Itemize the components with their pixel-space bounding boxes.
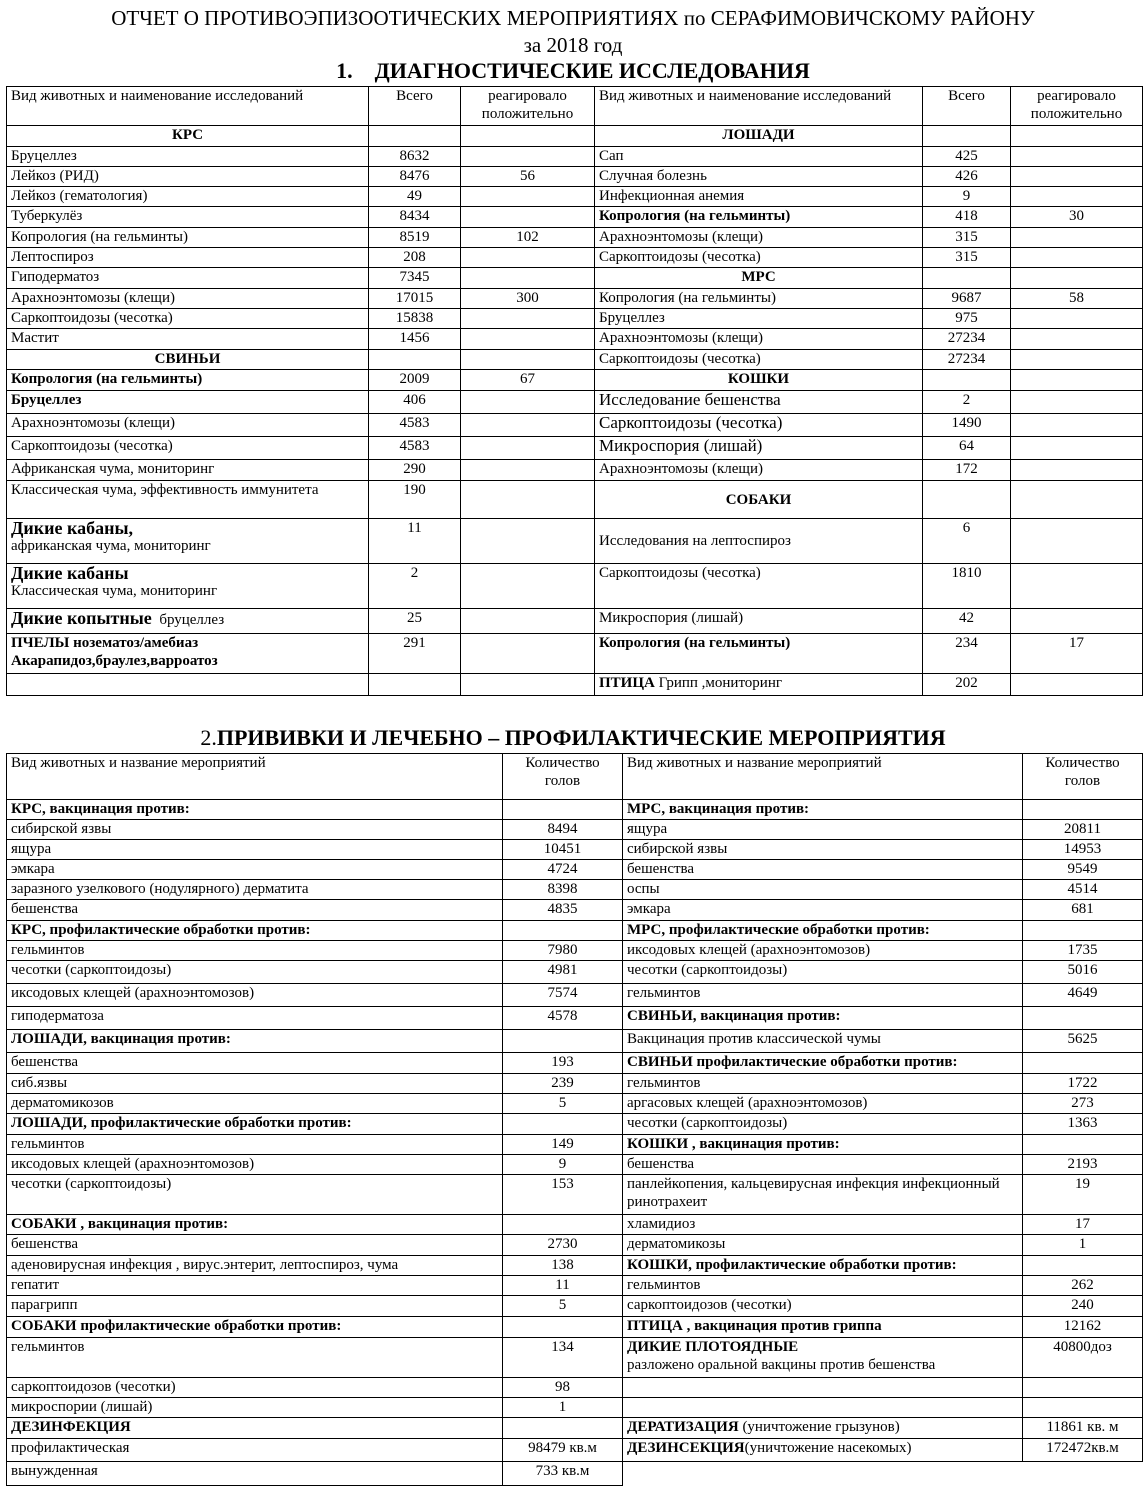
vaccination-row [7,1030,1143,1053]
group-header-dogs: СОБАКИ [595,481,923,519]
vac-left-value: 149 [503,1135,623,1155]
vac-right-value: 5016 [1023,961,1143,984]
report-title: ОТЧЕТ О ПРОТИВОЭПИЗООТИЧЕСКИХ МЕРОПРИЯТИЯХ по СЕРАФИМОВИЧСКОМУ РАЙОНУ [111,6,1035,30]
wild-boar-classic-row [7,564,369,609]
vac-left-name: гельминтов [7,1338,503,1378]
diag-right-total: 315 [923,248,1011,268]
vaccination-row [7,984,1143,1007]
diag-left-positive: 67 [461,370,595,391]
vac-right-value [1023,800,1143,820]
diag-right-total: 9687 [923,289,1011,309]
vac-right-name: ящура [623,820,1023,840]
header-left-positive: реагировало положительно [461,87,595,126]
vaccination-row [7,1135,1143,1155]
diag-right-name: Копрология (на гельминты) [595,207,923,228]
header-left-name: Вид животных и наименование исследований [7,87,369,126]
vac-left-value: 4578 [503,1007,623,1030]
vaccination-row [7,1155,1143,1175]
diag-right-name: Арахноэнтомозы (клещи) [595,460,923,481]
diag-left-name: Арахноэнтомозы (клещи) [7,414,369,437]
vac-right-name: иксодовых клещей (арахноэнтомозов) [623,941,1023,961]
diag-right-total: 42 [923,609,1011,634]
bees-title: ПЧЕЛЫ нозематоз/амебиаз [11,635,199,651]
vaccination-row [7,1215,1143,1235]
vac-left-value [503,921,623,941]
vac-left-value: 9 [503,1155,623,1175]
vac-group-header: СВИНЬИ, вакцинация против: [623,1007,1023,1030]
vaccination-row [7,1276,1143,1296]
vac-left-value: 239 [503,1074,623,1094]
vac-left-name: иксодовых клещей (арахноэнтомозов) [7,1155,503,1175]
diag-left-total: 8476 [369,167,461,187]
vac-right-value: 273 [1023,1094,1143,1114]
vac-right-value: 9549 [1023,860,1143,880]
wild-boar-subtitle: африканская чума, мониторинг [11,538,211,554]
vac-left-value [503,1215,623,1235]
vaccination-row [7,1296,1143,1317]
vaccination-row [7,1317,1143,1338]
vac-left-value: 733 кв.м [503,1462,623,1486]
vac-right-value: 1363 [1023,1114,1143,1135]
vac-left-value: 1 [503,1398,623,1418]
vac-right-name: чесотки (саркоптоидозы) [623,1114,1023,1135]
section-2-name: ПРИВИВКИ И ЛЕЧЕБНО – ПРОФИЛАКТИЧЕСКИЕ МЕРОПРИЯТИЯ [216,725,946,750]
diag-left-positive [461,147,595,167]
vac-right-value: 1735 [1023,941,1143,961]
report-year: за 2018 год [523,33,623,57]
diag-right-positive [1011,564,1143,609]
diag-left-total: 290 [369,460,461,481]
diag-left-name: Копрология (на гельминты) [7,228,369,248]
deratization-subtitle: (уничтожение грызунов) [738,1419,900,1435]
vaccination-row [7,1114,1143,1135]
vac-right-name: эмкара [623,900,1023,921]
vac-right-value [1023,921,1143,941]
diag-right-name: Исследования на лептоспироз [595,519,923,564]
vac-group-header: СОБАКИ профилактические обработки против: [7,1317,503,1338]
vaccination-row [7,800,1143,820]
vac-left-name: вынужденная [7,1462,503,1486]
vac-left-name: парагрипп [7,1296,503,1317]
vac-left-value: 5 [503,1094,623,1114]
vac-left-name: саркоптоидозов (чесотки) [7,1378,503,1398]
vac-group-header: СОБАКИ , вакцинация против: [7,1215,503,1235]
vaccination-row [7,961,1143,984]
vac-right-name: чесотки (саркоптоидозы) [623,961,1023,984]
vac-right-name: бешенства [623,1155,1023,1175]
vac-right-value: 40800доз [1023,1338,1143,1378]
diag-right-positive [1011,228,1143,248]
vac-left-value: 11 [503,1276,623,1296]
diag-right-positive [1011,350,1143,370]
vac-right-value: 240 [1023,1296,1143,1317]
diag-left-positive [461,437,595,460]
vac-left-value: 8398 [503,880,623,900]
diag-left-total: 17015 [369,289,461,309]
diag-right-total: 64 [923,437,1011,460]
header-right-positive: реагировало положительно [1011,87,1143,126]
diag-right-total: 1810 [923,564,1011,609]
section-1-name: ДИАГНОСТИЧЕСКИЕ ИССЛЕДОВАНИЯ [374,58,810,83]
diag-right-total: 27234 [923,350,1011,370]
vac-group-header: КОШКИ, профилактические обработки против: [623,1256,1023,1276]
diag-right-positive [1011,519,1143,564]
vaccination-row [7,1007,1143,1030]
vaccination-rows [7,800,1143,1338]
vac-left-name: эмкара [7,860,503,880]
vac-group-header: МРС, профилактические обработки против: [623,921,1023,941]
diag-left-name: Классическая чума, эффективность иммунитета [7,481,369,519]
diag-left-positive [461,391,595,414]
diag-right-name: Арахноэнтомозы (клещи) [595,228,923,248]
diag-right-positive [1011,437,1143,460]
diag-left-positive [461,207,595,228]
diag-right-name: Микроспория (лишай) [595,609,923,634]
diag-left-name: Лептоспироз [7,248,369,268]
vac-left-name: чесотки (саркоптоидозы) [7,961,503,984]
header-right-total: Всего [923,87,1011,126]
diag-left-total: 190 [369,481,461,519]
vac-group-header: СВИНЬИ профилактические обработки против: [623,1053,1023,1074]
diag-right-name: Случная болезнь [595,167,923,187]
vac-left-value: 2730 [503,1235,623,1256]
header-left-total: Всего [369,87,461,126]
diagnostics-table [6,86,1143,696]
header-right-name: Вид животных и наименование исследований [595,87,923,126]
vac-left-value: 8494 [503,820,623,840]
wild-carnivores-row [623,1338,1023,1378]
vac-left-value: 4835 [503,900,623,921]
disinsection-title: ДЕЗИНСЕКЦИЯ [627,1440,745,1456]
vac-left-value: 138 [503,1256,623,1276]
diag-left-positive [461,460,595,481]
vac-right-value: 4649 [1023,984,1143,1007]
vaccination-row [7,921,1143,941]
deratization-row [623,1418,1023,1439]
vac-group-header: КРС, профилактические обработки против: [7,921,503,941]
diag-left-positive: 56 [461,167,595,187]
vac-right-value [1023,1135,1143,1155]
vaccination-row [7,1235,1143,1256]
vac-right-value: 1722 [1023,1074,1143,1094]
vac-left-value [503,1114,623,1135]
vac-left-value: 153 [503,1175,623,1215]
diag-right-total: 1490 [923,414,1011,437]
diag-left-positive: 300 [461,289,595,309]
vac-right-value: 681 [1023,900,1143,921]
diag-left-positive [461,414,595,437]
section-2-title [0,726,1146,750]
diag-left-total: 291 [369,634,461,674]
diag-right-positive [1011,329,1143,350]
diag-right-name: Саркоптоидозы (чесотка) [595,350,923,370]
diag-right-total: 2 [923,391,1011,414]
vac-right-value [1023,1256,1143,1276]
diag-left-positive: 102 [461,228,595,248]
diag-left-name: Африканская чума, мониторинг [7,460,369,481]
diag-left-name: Бруцеллез [7,391,369,414]
diag-right-positive: 17 [1011,634,1143,674]
vac-group-header: ЛОШАДИ, вакцинация против: [7,1030,503,1053]
diag-left-positive [461,309,595,329]
vac-right-name: гельминтов [623,984,1023,1007]
diag-left-name: Туберкулёз [7,207,369,228]
diag-right-positive [1011,187,1143,207]
diag-left-total: 1456 [369,329,461,350]
diag-right-name: Арахноэнтомозы (клещи) [595,329,923,350]
vaccination-row [7,900,1143,921]
vaccination-row [7,941,1143,961]
diag-right-name: Бруцеллез [595,309,923,329]
vaccination-row [7,820,1143,840]
diag-right-name: Копрология (на гельминты) [595,634,923,674]
diag-right-positive [1011,609,1143,634]
vac-right-name: оспы [623,880,1023,900]
diag-right-total: 9 [923,187,1011,207]
disinsection-subtitle: (уничтожение насекомых) [744,1440,912,1456]
diag-left-name: Бруцеллез [7,147,369,167]
diag-right-name: Микроспория (лишай) [595,437,923,460]
vac-right-name: панлейкопения, кальцевирусная инфекция инфекционный ринотрахеит [623,1175,1023,1215]
vac-left-value: 7574 [503,984,623,1007]
vac-right-value: 12162 [1023,1317,1143,1338]
vac-right-value [1023,1053,1143,1074]
vac-left-name: профилактическая [7,1439,503,1462]
vac-left-name: микроспории (лишай) [7,1398,503,1418]
wild-boar-title: Дикие кабаны, [11,518,134,538]
vac-right-name: сибирской язвы [623,840,1023,860]
vac-right-value: 20811 [1023,820,1143,840]
vac-left-value: 193 [503,1053,623,1074]
header-left-name: Вид животных и название мероприятий [7,754,503,800]
vac-right-value: 5625 [1023,1030,1143,1053]
diag-left-positive [461,248,595,268]
diag-right-positive [1011,309,1143,329]
diag-right-total: 202 [923,674,1011,696]
diag-left-name: Мастит [7,329,369,350]
header-right-quantity: Количество голов [1023,754,1143,800]
diag-left-name: Лейкоз (РИД) [7,167,369,187]
vac-group-header: ЛОШАДИ, профилактические обработки против: [7,1114,503,1135]
diag-right-positive: 58 [1011,289,1143,309]
diag-left-positive [461,187,595,207]
diag-right-total: 425 [923,147,1011,167]
vac-group-header: МРС, вакцинация против: [623,800,1023,820]
diag-right-total: 315 [923,228,1011,248]
diag-left-total: 4583 [369,414,461,437]
diag-left-positive [461,481,595,519]
vac-right-name: бешенства [623,860,1023,880]
diag-right-positive [1011,414,1143,437]
vaccination-row [7,840,1143,860]
section-1-number: 1. [336,58,353,83]
diag-right-total: 234 [923,634,1011,674]
vac-left-name: бешенства [7,900,503,921]
diag-left-total: 8434 [369,207,461,228]
vac-left-value: 98479 кв.м [503,1439,623,1462]
wild-ungulates-title: Дикие копытные [11,608,152,628]
diag-left-name: Арахноэнтомозы (клещи) [7,289,369,309]
vac-right-value: 17 [1023,1215,1143,1235]
vaccination-row [7,1175,1143,1215]
diag-right-total: 6 [923,519,1011,564]
diag-right-total: 418 [923,207,1011,228]
diag-right-name: Саркоптоидозы (чесотка) [595,248,923,268]
vac-left-value: 98 [503,1378,623,1398]
vac-left-name: сиб.язвы [7,1074,503,1094]
bees-row [7,634,369,674]
vac-group-header: КОШКИ , вакцинация против: [623,1135,1023,1155]
diag-left-name: Гиподерматоз [7,268,369,289]
vac-right-value: 1 [1023,1235,1143,1256]
diag-left-total: 8632 [369,147,461,167]
vac-right-name: аргасовых клещей (арахноэнтомозов) [623,1094,1023,1114]
vac-left-name: ящура [7,840,503,860]
vac-left-value: 4724 [503,860,623,880]
vac-right-value: 11861 кв. м [1023,1418,1143,1439]
vac-right-name: гельминтов [623,1276,1023,1296]
group-header-cats: КОШКИ [595,370,923,391]
wild-carnivores-title: ДИКИЕ ПЛОТОЯДНЫЕ [627,1339,799,1355]
diag-right-name: Саркоптоидозы (чесотка) [595,564,923,609]
vac-right-name: Вакцинация против классической чумы [623,1030,1023,1053]
vac-right-value: 4514 [1023,880,1143,900]
diag-right-name: Саркоптоидозы (чесотка) [595,414,923,437]
diag-right-positive: 30 [1011,207,1143,228]
vac-left-name: бешенства [7,1235,503,1256]
diag-left-total: 2 [369,564,461,609]
diag-right-positive [1011,248,1143,268]
vac-left-name: заразного узелкового (нодулярного) дерматита [7,880,503,900]
bird-row [595,674,923,696]
diag-right-positive [1011,460,1143,481]
vac-left-value: 4981 [503,961,623,984]
wild-carnivores-subtitle: разложено оральной вакцины против бешенства [627,1357,936,1373]
vac-left-value [503,1030,623,1053]
vac-left-value [503,1317,623,1338]
diag-right-name: Сап [595,147,923,167]
vac-right-name: ПТИЦА , вакцинация против гриппа [623,1317,1023,1338]
vaccination-row [7,1074,1143,1094]
vac-right-name: гельминтов [623,1074,1023,1094]
diag-right-positive [1011,167,1143,187]
vac-left-name: иксодовых клещей (арахноэнтомозов) [7,984,503,1007]
vac-left-value: 134 [503,1338,623,1378]
section-1-title [0,59,1146,83]
bird-title: ПТИЦА [599,675,655,691]
diag-left-name: Копрология (на гельминты) [7,370,369,391]
group-header-pigs: СВИНЬИ [7,350,369,370]
vac-left-name: гельминтов [7,941,503,961]
vac-group-header: КРС, вакцинация против: [7,800,503,820]
vac-left-name: гиподерматоза [7,1007,503,1030]
diag-right-total: 27234 [923,329,1011,350]
vac-right-value: 19 [1023,1175,1143,1215]
vac-right-value: 262 [1023,1276,1143,1296]
wild-ungulates-subtitle: бруцеллез [159,612,225,628]
header-left-quantity: Количество голов [503,754,623,800]
vac-left-value: 5 [503,1296,623,1317]
section-2-number: 2. [200,725,217,750]
diag-left-positive [461,329,595,350]
bird-subtitle: Грипп ,мониторинг [654,675,783,691]
vac-left-name: аденовирусная инфекция , вирус.энтерит, лептоспироз, чума [7,1256,503,1276]
disinfection-header: ДЕЗИНФЕКЦИЯ [7,1418,503,1439]
diag-left-total: 4583 [369,437,461,460]
disinsection-row [623,1439,1023,1462]
vac-left-name: дерматомикозов [7,1094,503,1114]
diag-left-name: Саркоптоидозы (чесотка) [7,437,369,460]
vaccination-row [7,1094,1143,1114]
diag-left-total: 406 [369,391,461,414]
diag-left-total: 11 [369,519,461,564]
diag-left-total: 7345 [369,268,461,289]
vaccination-tail-rows [7,1338,1143,1486]
vac-left-name: бешенства [7,1053,503,1074]
diag-right-name: Копрология (на гельминты) [595,289,923,309]
wild-boar-title: Дикие кабаны [11,563,129,583]
wild-ungulates-row [7,609,369,634]
diag-left-total: 25 [369,609,461,634]
vac-left-value [503,800,623,820]
diag-left-name: Лейкоз (гематология) [7,187,369,207]
wild-boar-subtitle: Классическая чума, мониторинг [11,583,218,599]
diag-left-positive [461,268,595,289]
vac-left-name: сибирской язвы [7,820,503,840]
group-header-mrs: МРС [595,268,923,289]
vac-right-name: саркоптоидозов (чесотки) [623,1296,1023,1317]
vaccination-row [7,880,1143,900]
header-right-name: Вид животных и название мероприятий [623,754,1023,800]
diag-left-total: 8519 [369,228,461,248]
diag-left-total: 49 [369,187,461,207]
diag-right-name: Исследование бешенства [595,391,923,414]
vaccination-table [6,753,1143,1486]
vac-right-value: 172472кв.м [1023,1439,1143,1462]
group-header-krs: КРС [7,126,369,147]
vaccination-row [7,1053,1143,1074]
vac-left-name: гепатит [7,1276,503,1296]
vac-right-name: хламидиоз [623,1215,1023,1235]
diag-left-name: Саркоптоидозы (чесотка) [7,309,369,329]
vaccination-row [7,1256,1143,1276]
vac-left-value: 7980 [503,941,623,961]
diag-left-total: 2009 [369,370,461,391]
diag-right-positive [1011,391,1143,414]
vac-left-name: чесотки (саркоптоидозы) [7,1175,503,1215]
diag-right-total: 172 [923,460,1011,481]
diag-right-positive [1011,147,1143,167]
bees-subtitle: Акарапидоз,браулез,варроатоз [11,653,218,669]
diag-left-total: 15838 [369,309,461,329]
vac-right-value [1023,1007,1143,1030]
vac-right-value: 2193 [1023,1155,1143,1175]
group-header-horses: ЛОШАДИ [595,126,923,147]
deratization-title: ДЕРАТИЗАЦИЯ [627,1419,739,1435]
diag-left-total: 208 [369,248,461,268]
vac-right-name: дерматомикозы [623,1235,1023,1256]
vac-left-value: 10451 [503,840,623,860]
diag-right-total: 975 [923,309,1011,329]
vac-left-name: гельминтов [7,1135,503,1155]
diag-right-total: 426 [923,167,1011,187]
wild-boar-african-row [7,519,369,564]
diag-right-name: Инфекционная анемия [595,187,923,207]
vac-right-value: 14953 [1023,840,1143,860]
vaccination-row [7,860,1143,880]
